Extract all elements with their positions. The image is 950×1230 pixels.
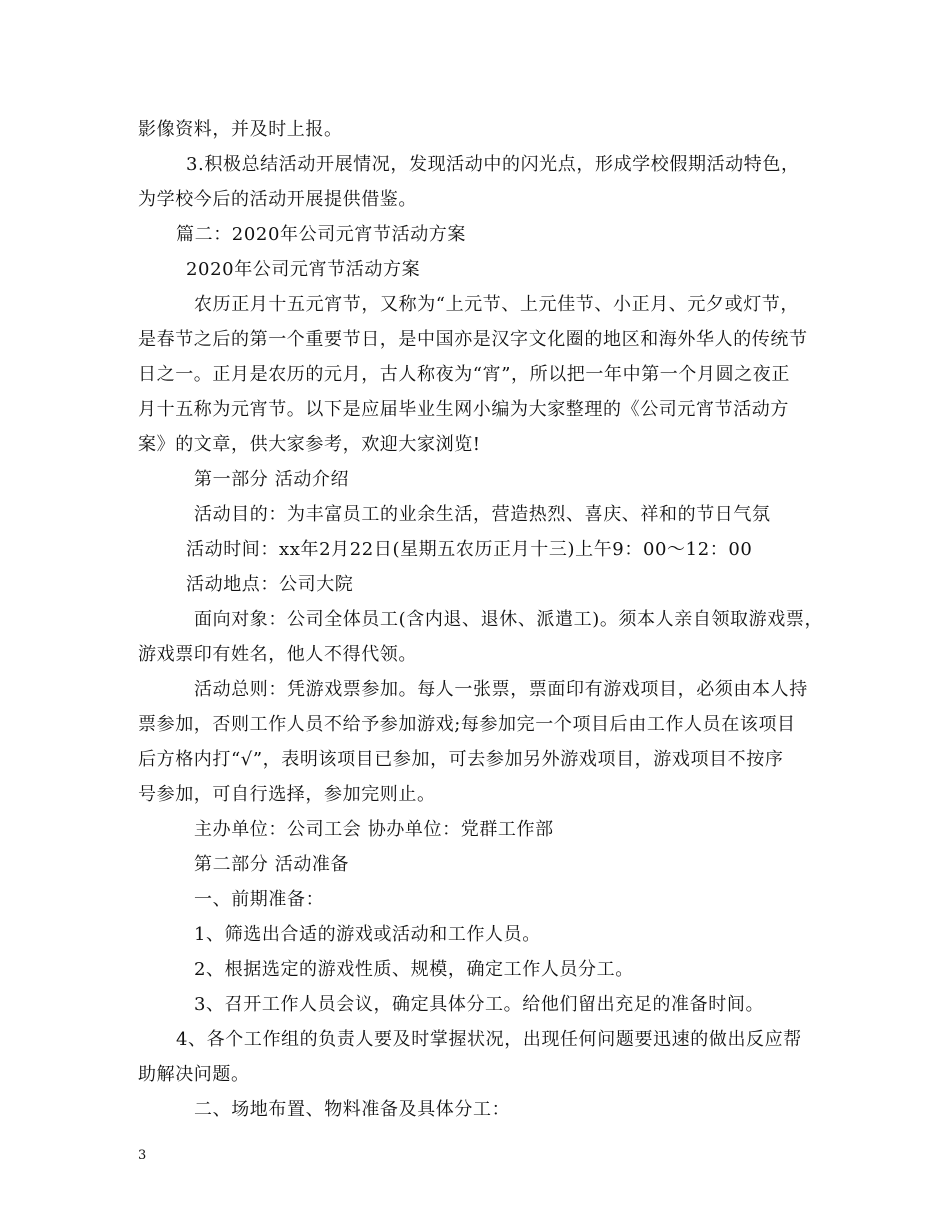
text-line: 日之一。正月是农历的元月，古人称夜为“宵”，所以把一年中第一个月圆之夜正 xyxy=(138,364,791,385)
list-item: 4、各个工作组的负责人要及时掌握状况，出现任何问题要迅速的做出反应帮 xyxy=(176,1029,802,1050)
text-line: 影像资料，并及时上报。 xyxy=(138,119,343,140)
part-heading: 第一部分 活动介绍 xyxy=(194,469,350,490)
list-item: 1、筛选出合适的游戏或活动和工作人员。 xyxy=(194,924,541,945)
page-number: 3 xyxy=(138,1148,147,1163)
text-line: 活动目的：为丰富员工的业余生活，营造热烈、喜庆、祥和的节日气氛 xyxy=(194,504,771,525)
text-line: 后方格内打“√”，表明该项目已参加，可去参加另外游戏项目，游戏项目不按序 xyxy=(138,749,784,770)
document-title: 2020年公司元宵节活动方案 xyxy=(186,259,421,280)
list-item: 3、召开工作人员会议，确定具体分工。给他们留出充足的准备时间。 xyxy=(194,994,765,1015)
text-line: 助解决问题。 xyxy=(138,1064,250,1085)
text-line: 游戏票印有姓名，他人不得代领。 xyxy=(138,644,417,665)
text-line: 月十五称为元宵节。以下是应届毕业生网小编为大家整理的《公司元宵节活动方 xyxy=(138,399,789,420)
part-heading: 第二部分 活动准备 xyxy=(194,854,350,875)
text-line: 是春节之后的第一个重要节日，是中国亦是汉字文化圈的地区和海外华人的传统节 xyxy=(138,329,808,350)
text-line: 活动总则：凭游戏票参加。每人一张票，票面印有游戏项目，必须由本人持 xyxy=(194,679,808,700)
text-line: 为学校今后的活动开展提供借鉴。 xyxy=(138,189,417,210)
text-line: 主办单位：公司工会 协办单位：党群工作部 xyxy=(194,819,554,840)
text-line: 号参加，可自行选择，参加完则止。 xyxy=(138,784,436,805)
text-line: 活动时间：xx年2月22日(星期五农历正月十三)上午9：00～12：00 xyxy=(186,539,753,560)
text-line: 二、场地布置、物料准备及具体分工： xyxy=(194,1099,511,1120)
text-line: 案》的文章，供大家参考，欢迎大家浏览! xyxy=(138,434,481,455)
text-line: 农历正月十五元宵节，又称为“上元节、上元佳节、小正月、元夕或灯节， xyxy=(194,294,799,315)
text-line: 3.积极总结活动开展情况，发现活动中的闪光点，形成学校假期活动特色， xyxy=(186,154,800,175)
text-line: 一、前期准备： xyxy=(194,889,325,910)
text-line: 面向对象：公司全体员工(含内退、退休、派遣工)。须本人亲自领取游戏票， xyxy=(194,609,824,630)
text-line: 票参加，否则工作人员不给予参加游戏;每参加完一个项目后由工作人员在该项目 xyxy=(138,714,796,735)
text-line: 活动地点：公司大院 xyxy=(186,574,354,595)
section-heading: 篇二：2020年公司元宵节活动方案 xyxy=(176,224,467,245)
list-item: 2、根据选定的游戏性质、规模，确定工作人员分工。 xyxy=(194,959,634,980)
